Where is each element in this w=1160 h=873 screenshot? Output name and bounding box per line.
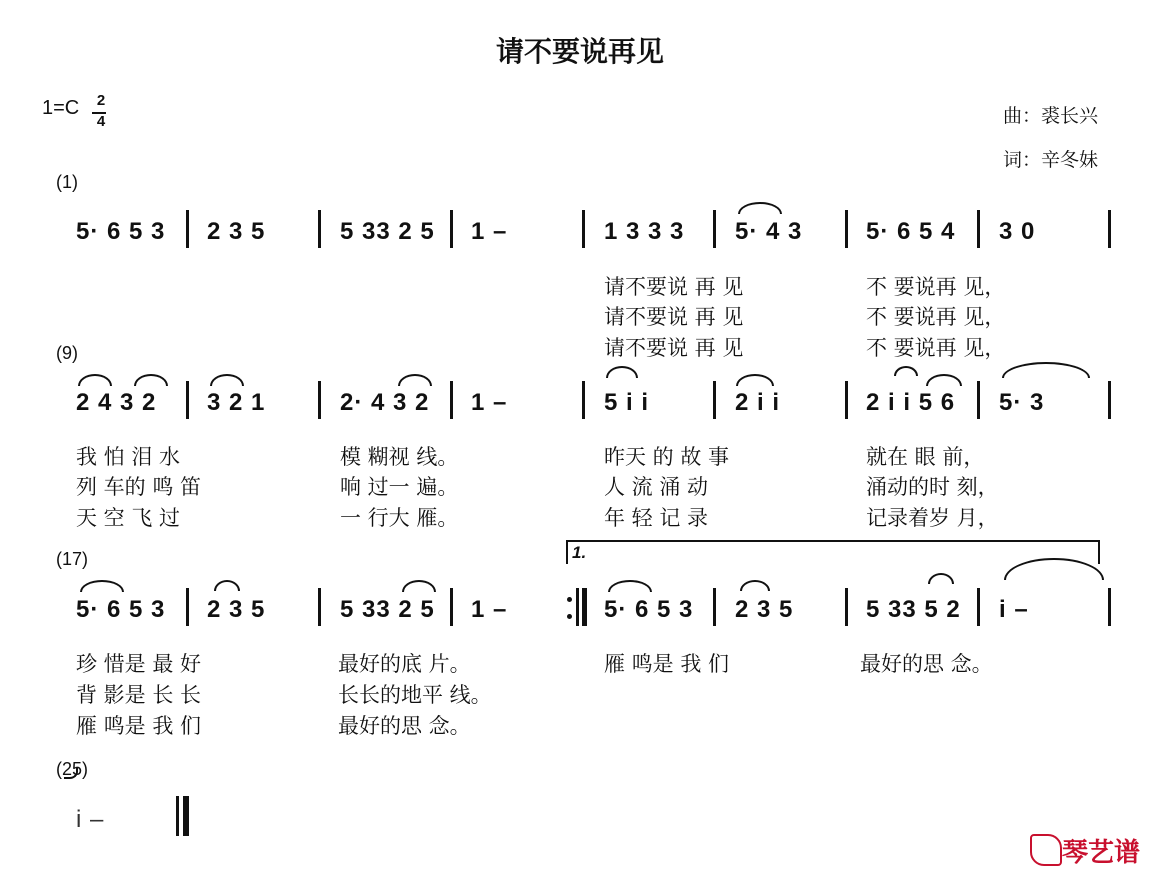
time-signature-top: 2: [96, 92, 106, 109]
lyric-line: 背 影是 长 长: [76, 683, 202, 707]
time-signature-bottom: 4: [96, 113, 106, 130]
notes-measure: 1 –: [471, 218, 508, 245]
notes-measure: 2 3 5: [735, 596, 794, 623]
lyric-line: 就在 眼 前，: [866, 445, 985, 469]
bar-line: [1108, 588, 1111, 626]
slur: [740, 580, 770, 591]
notes-measure: 5 33 2 5: [340, 596, 435, 623]
volta-bracket-left: [566, 540, 568, 564]
slur: [736, 374, 774, 386]
notes-measure: 1 –: [471, 389, 508, 416]
slur: [894, 366, 918, 376]
notes-measure: i –: [999, 596, 1029, 623]
notes-measure: 3 0: [999, 218, 1036, 245]
slur: [210, 374, 244, 386]
watermark-logo-icon: [1030, 834, 1062, 866]
composer-credit: 曲：裘长兴: [1002, 105, 1098, 127]
notes-measure: 2· 4 3 2: [340, 389, 430, 416]
bar-line: [582, 381, 585, 419]
repeat-dot: [567, 597, 572, 602]
page-title: 请不要说再见: [495, 35, 664, 68]
notes-measure: 2 3 5: [207, 596, 266, 623]
bar-line: [450, 588, 453, 626]
lyric-line: 长长的地平 线。: [338, 683, 492, 707]
measure-number: (17): [56, 549, 89, 569]
lyric-line: 不 要说再 见，: [866, 305, 1006, 329]
lyric-line: 人 流 涌 动: [604, 475, 709, 499]
final-bar-thin: [176, 796, 179, 836]
slur: [608, 580, 652, 592]
bar-line: [318, 381, 321, 419]
repeat-bar-thick: [582, 588, 587, 626]
volta-bracket: [566, 540, 1100, 542]
notes-measure: 2 i i 5 6: [866, 389, 956, 416]
bar-line: [450, 210, 453, 248]
bar-line: [845, 210, 848, 248]
notes-measure: 5· 6 5 3: [604, 596, 694, 623]
lyric-line: 列 车的 鸣 笛: [76, 475, 202, 499]
bar-line: [186, 588, 189, 626]
notes-measure: 5 33 2 5: [340, 218, 435, 245]
measure-number: (9): [56, 343, 78, 363]
lyric-line: 涌动的时 刻，: [866, 475, 999, 499]
volta-label: 1.: [572, 543, 587, 562]
notes-measure: 5· 4 3: [735, 218, 803, 245]
lyric-line: 年 轻 记 录: [604, 506, 709, 530]
bar-line: [713, 210, 716, 248]
lyric-line: 雁 鸣是 我 们: [76, 714, 202, 738]
notes-measure: 5 i i: [604, 389, 650, 416]
bar-line: [845, 381, 848, 419]
key-signature: 1=C: [42, 97, 80, 119]
slur: [738, 202, 782, 214]
notes-measure: 2 3 5: [207, 218, 266, 245]
lyric-line: 雁 鸣是 我 们: [604, 652, 730, 676]
lyric-line: 天 空 飞 过: [76, 506, 181, 530]
bar-line: [713, 381, 716, 419]
notes-measure: 1 –: [471, 596, 508, 623]
bar-line: [713, 588, 716, 626]
lyric-line: 我 怕 泪 水: [76, 445, 181, 469]
notes-measure: 5· 3: [999, 389, 1045, 416]
bar-line: [582, 210, 585, 248]
bar-line: [977, 210, 980, 248]
lyric-line: 一 行大 雁。: [340, 506, 459, 530]
lyric-line: 响 过一 遍。: [340, 475, 459, 499]
slur: [398, 374, 432, 386]
slur: [928, 573, 954, 584]
lyric-line: 不 要说再 见，: [866, 336, 1006, 360]
notes-measure: 2 i i: [735, 389, 781, 416]
lyric-line: 请不要说 再 见: [604, 305, 744, 329]
measure-number: (25): [56, 759, 89, 779]
volta-bracket-right: [1098, 540, 1100, 564]
lyric-line: 模 糊视 线。: [340, 445, 459, 469]
notes-measure: 1 3 3 3: [604, 218, 685, 245]
slur: [1002, 362, 1090, 378]
slur: [78, 374, 112, 386]
bar-line: [186, 381, 189, 419]
notes-measure: i –: [76, 806, 105, 833]
bar-line: [1108, 381, 1111, 419]
lyric-line: 最好的思 念。: [338, 714, 471, 738]
repeat-dot: [567, 614, 572, 619]
bar-line: [450, 381, 453, 419]
notes-measure: 5· 6 5 3: [76, 218, 166, 245]
slur: [606, 366, 638, 378]
slur: [80, 580, 124, 592]
notes-measure: 2 4 3 2: [76, 389, 157, 416]
slur: [402, 580, 436, 592]
lyric-line: 不 要说再 见，: [866, 275, 1006, 299]
lyric-line: 请不要说 再 见: [604, 336, 744, 360]
notes-measure: 5· 6 5 4: [866, 218, 956, 245]
bar-line: [1108, 210, 1111, 248]
lyric-line: 珍 惜是 最 好: [76, 652, 202, 676]
bar-line: [318, 210, 321, 248]
bar-line: [977, 381, 980, 419]
final-bar-thick: [183, 796, 189, 836]
slur: [214, 580, 240, 591]
bar-line: [845, 588, 848, 626]
lyric-line: 昨天 的 故 事: [604, 445, 730, 469]
lyric-line: 最好的底 片。: [338, 652, 471, 676]
lyric-line: 最好的思 念。: [860, 652, 993, 676]
notes-measure: 5 33 5 2: [866, 596, 961, 623]
repeat-bar-thin: [576, 588, 579, 626]
bar-line: [318, 588, 321, 626]
measure-number: (1): [56, 172, 78, 192]
bar-line: [977, 588, 980, 626]
lyricist-credit: 词：辛冬妹: [1002, 149, 1098, 171]
watermark-text: 琴艺谱: [1062, 838, 1141, 868]
bar-line: [186, 210, 189, 248]
slur: [926, 374, 962, 386]
slur: [134, 374, 168, 386]
slur: [1004, 558, 1104, 580]
lyric-line: 记录着岁 月，: [866, 506, 999, 530]
notes-measure: 3 2 1: [207, 389, 266, 416]
lyric-line: 请不要说 再 见: [604, 275, 744, 299]
notes-measure: 5· 6 5 3: [76, 596, 166, 623]
